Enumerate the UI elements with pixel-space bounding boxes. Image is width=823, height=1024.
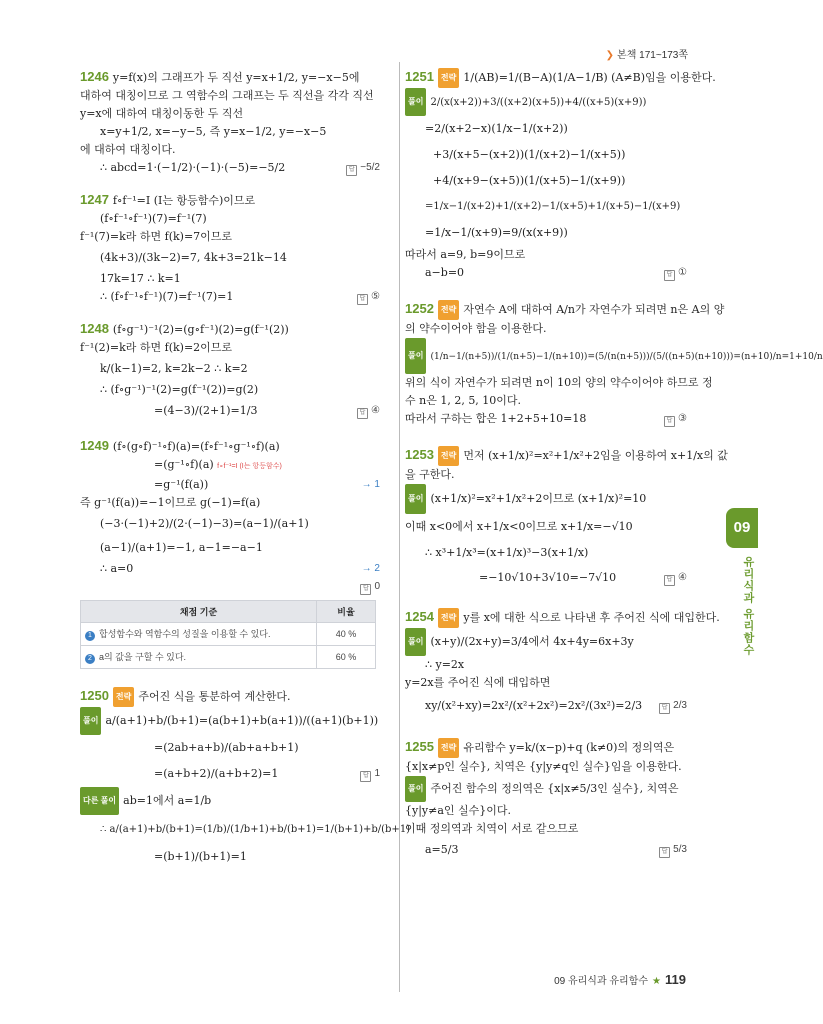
answer: 답 ④ <box>357 399 380 423</box>
solution-tag: 풀이 <box>405 484 426 514</box>
answer: 답 ① <box>664 264 687 282</box>
problem-1250: 1250 전략 주어진 식을 통분하여 계산한다. 풀이 a/(a+1)+b/(b+1)=(a(b+1)+b(a+1))/((a+1)(b+1)) =(2ab+a+b)/(ab+a+b+1) =(a+b+2)/(a+b+2)=1 답 1 다른 풀이 ab=1에서 a=1/b ∴ a/(a+1)+b/(b+1)=(1/b)/(1/b+1)+b/(b+1)=1/(b+1)+b/(b+1) =(b+1)/(b+1)=1 <box>80 688 411 863</box>
problem-1252: 1252 전략 자연수 A에 대하여 A/n가 자연수가 되려면 n은 A의 양 의 약수이어야 함을 이용한다. 풀이 (1/n−1/(n+5))/(1/(n+5)−1/(n+10))=(5/(n(n+5)))/(5/((n+5)(n+10)))=(n+10)/n=1+10/n 위의 식이 자연수가 되려면 n이 10의 양의 약수이어야 하므로 정 수 n은 1, 2, 5, 10이다. 따라서 구하는 합은 1+2+5+10=18 답 ③ <box>405 300 687 428</box>
grading-header-ratio: 비율 <box>317 601 376 623</box>
problem-1253: 1253 전략 먼저 (x+1/x)²=x²+1/x²+2임을 이용하여 x+1/x의 값 을 구한다. 풀이 (x+1/x)²=x²+1/x²+2이므로 (x+1/x)²=10 이때 x<0에서 x+1/x<0이므로 x+1/x=−√10 ∴ x³+1/x³=(x+1/x)³−3(x+1/x) =−10√10+3√10=−7√10 답 ④ <box>405 446 687 590</box>
answer-icon: 답 <box>659 703 670 714</box>
problem-1255: 1255 전략 유리함수 y=k/(x−p)+q (k≠0)의 정의역은 {x|x≠p인 실수}, 치역은 {y|y≠q인 실수}임을 이용한다. 풀이 주어진 함수의 정의역은 {x|x≠5/3인 실수}, 치역은 {y|y≠a인 실수}이다. 이때 정의역과 치역이 서로 같으므로 a=5/3 답 5/3 <box>405 738 687 862</box>
answer-icon: 답 <box>357 294 368 305</box>
strategy-badge: 전략 <box>438 446 459 466</box>
answer: 답 ④ <box>664 566 687 590</box>
step-marker-1: → 1 <box>361 479 380 490</box>
solution-tag: 풀이 <box>405 628 426 656</box>
strategy-badge: 전략 <box>113 687 134 707</box>
problem-1254: 1254 전략 y를 x에 대한 식으로 나타낸 후 주어진 식에 대입한다. 풀이 (x+y)/(2x+y)=3/4에서 4x+4y=6x+3y ∴ y=2x y=2x를 주어진 식에 대입하면 xy/(x²+xy)=2x²/(x²+2x²)=2x²/(3x²)=2/3 답 2/3 <box>405 608 687 720</box>
answer: 답 5/3 <box>659 838 687 862</box>
page-reference: ❯ 본책 171~173쪽 <box>605 50 688 61</box>
column-divider <box>399 62 400 992</box>
page-footer <box>554 972 686 987</box>
solution-tag: 풀이 <box>405 88 426 116</box>
answer-icon: 답 <box>664 575 675 586</box>
table-row: 1 합성함수와 역함수의 성질을 이용할 수 있다. 40 % <box>81 623 376 646</box>
answer: 답 ③ <box>664 410 687 428</box>
chevron-right-icon: ❯ <box>605 50 615 61</box>
alt-solution-tag: 다른 풀이 <box>80 787 119 815</box>
problem-1251: 1251 전략 1/(AB)=1/(B−A)(1/A−1/B) (A≠B)임을 이용한다. 풀이 2/(x(x+2))+3/((x+2)(x+5))+4/((x+5)(x+9)) =2/(x+2−x)(1/x−1/(x+2)) +3/(x+5−(x+2))(1/(x+2)−1/(x+5)) +4/(x+9−(x+5))(1/(x+5)−1/(x+9)) =1/x−1/(x+2)+1/(x+2)−1/(x+5)+1/(x+5)−1/(x+9) =1/x−1/(x+9)=9/(x(x+9)) 따라서 a=9, b=9이므로 a−b=0 답 ① <box>405 68 687 282</box>
answer-icon: 답 <box>664 270 675 281</box>
solution-tag: 풀이 <box>405 776 426 802</box>
answer: 답 1 <box>360 761 380 787</box>
answer-icon: 답 <box>659 847 670 858</box>
answer-icon: 답 <box>346 165 357 176</box>
answer-icon: 답 <box>360 584 371 595</box>
strategy-badge: 전략 <box>438 300 459 320</box>
problem-1247: 1247 f∘f⁻¹=I (I는 항등함수)이므로 (f∘f⁻¹∘f⁻¹)(7)=f⁻¹(7) f⁻¹(7)=k라 하면 f(k)=7이므로 (4k+3)/(3k−2)=7, 4k+3=21k−14 17k=17 ∴ k=1 ∴ (f∘f⁻¹∘f⁻¹)(7)=f⁻¹(7)=1 답 ⑤ <box>80 191 380 306</box>
grading-header-criteria: 채점 기준 <box>81 601 317 623</box>
answer: 답 −5/2 <box>346 159 380 177</box>
solution-tag: 풀이 <box>80 707 101 735</box>
answer: 답 2/3 <box>659 692 687 720</box>
answer-icon: 답 <box>357 408 368 419</box>
strategy-badge: 전략 <box>438 738 459 758</box>
answer: 답 0 <box>360 578 380 596</box>
grading-table <box>80 600 376 669</box>
problem-1248: 1248 (f∘g⁻¹)⁻¹(2)=(g∘f⁻¹)(2)=g(f⁻¹(2)) f⁻¹(2)=k라 하면 f(k)=2이므로 k/(k−1)=2, k=2k−2 ∴ k=2 ∴ (f∘g⁻¹)⁻¹(2)=g(f⁻¹(2))=g(2) =(4−3)/(2+1)=1/3 답 ④ <box>80 320 380 423</box>
problem-number: 1246 <box>80 69 109 84</box>
page-number: 119 <box>665 972 686 987</box>
answer: 답 ⑤ <box>357 288 380 306</box>
answer-icon: 답 <box>664 416 675 427</box>
left-column <box>80 68 411 875</box>
solution-tag: 풀이 <box>405 338 426 374</box>
problem-1246: 1246 y=f(x)의 그래프가 두 직선 y=x+1/2, y=−x−5에 대하여 대칭이므로 그 역함수의 그래프는 두 직선을 각각 직선 y=x에 대하여 대칭이동한 두 직선 x=y+1/2, x=−y−5, 즉 y=x−1/2, y=−x−5 에 대하여 대칭이다. ∴ abcd=1·(−1/2)·(−1)·(−5)=−5/2 답 −5/2 <box>80 68 380 177</box>
problem-1249: 1249 (f∘(g∘f)⁻¹∘f)(a)=(f∘f⁻¹∘g⁻¹∘f)(a) =(g⁻¹∘f)(a) f∘f⁻¹=I (I는 항등함수) =g⁻¹(f(a)) → 1 즉 g⁻¹(f(a))=−1이므로 g(−1)=f(a) (−3·(−1)+2)/(2·(−1)−3)=(a−1)/(a+1) (a−1)/(a+1)=−1, a−1=−a−1 ∴ a=0 → 2 답 0 채점 기준 비율 1 합성함수와 역함수의 성질을 이용할 수 있다. 40 % 2 a의 값을 구할 수 있다. 60 % <box>80 437 380 669</box>
step-marker-2: → 2 <box>361 563 380 574</box>
strategy-badge: 전략 <box>438 608 459 628</box>
answer-icon: 답 <box>360 771 371 782</box>
star-icon: ★ <box>652 976 662 987</box>
annotation-note: f∘f⁻¹=I (I는 항등함수) <box>217 463 282 470</box>
table-row: 2 a의 값을 구할 수 있다. 60 % <box>81 646 376 669</box>
chapter-tab: 09 <box>726 508 758 548</box>
chapter-label: 유리식과 유리함수 <box>742 556 754 657</box>
strategy-badge: 전략 <box>438 68 459 88</box>
footer-chapter: 09 유리식과 유리함수 <box>554 976 649 987</box>
